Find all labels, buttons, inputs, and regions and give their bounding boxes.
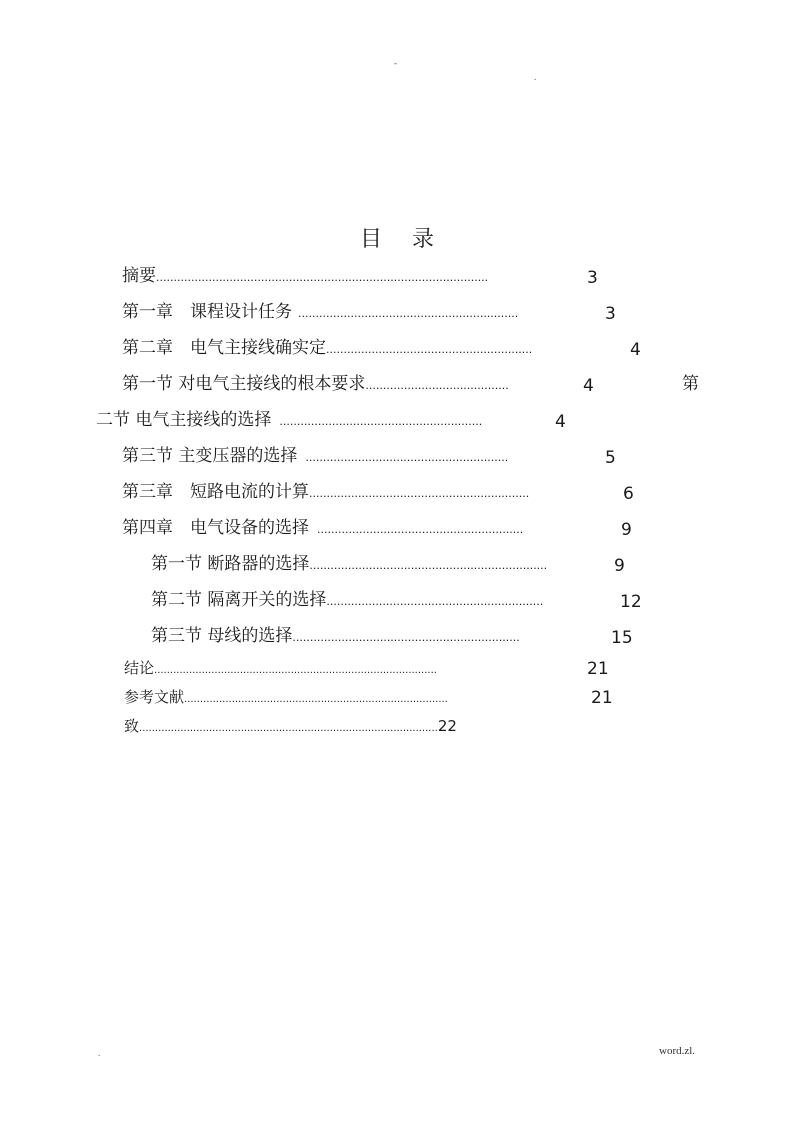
toc-page-ch4s1: 9 bbox=[614, 556, 625, 576]
toc-entry-ch2s1[interactable] bbox=[122, 373, 509, 397]
toc-label: 第三章 短路电流的计算 bbox=[122, 482, 309, 502]
toc-page-ch3: 6 bbox=[623, 484, 634, 504]
toc-label: 致 bbox=[124, 717, 140, 735]
toc-leader: ............................................................... bbox=[309, 487, 530, 500]
toc-page-ch2s1: 4 bbox=[583, 376, 594, 396]
toc-leader: ........................................................... bbox=[317, 523, 524, 536]
toc-label: 摘要 bbox=[122, 266, 156, 286]
toc-label: 二节 电气主接线的选择 bbox=[96, 410, 272, 430]
toc-wrap-head: 第 bbox=[682, 374, 699, 394]
toc-label: 第三节 母线的选择 bbox=[151, 626, 293, 646]
page-title bbox=[0, 222, 794, 253]
footer-watermark: word.zl. bbox=[659, 1045, 696, 1057]
toc-entry-ch3[interactable] bbox=[122, 481, 529, 505]
toc-leader: .............................................................. bbox=[326, 595, 544, 608]
toc-label: 第二章 电气主接线确实定 bbox=[122, 338, 326, 358]
toc-entry-conclusion[interactable] bbox=[124, 657, 437, 682]
footer-mark-left: . bbox=[98, 1048, 101, 1058]
toc-leader: ................................................................. bbox=[292, 631, 520, 644]
toc-label: 结论 bbox=[124, 659, 155, 677]
toc-entry-ch2[interactable] bbox=[122, 337, 532, 361]
toc-leader: .................................................................... bbox=[309, 559, 548, 572]
title-char-1: 目 bbox=[359, 227, 382, 252]
toc-page-ch4: 9 bbox=[621, 520, 632, 540]
toc-page-ch2s3: 5 bbox=[605, 448, 616, 468]
toc-page-thanks: 22 bbox=[437, 717, 457, 735]
toc-label: 第一节 断路器的选择 bbox=[151, 554, 310, 574]
toc-leader: .......................................................... bbox=[279, 415, 483, 428]
toc-page-ch1: 3 bbox=[605, 304, 616, 324]
toc-entry-ch2s2[interactable] bbox=[96, 409, 482, 433]
toc-entry-ch4s2[interactable] bbox=[151, 589, 543, 613]
toc-page-ch2: 4 bbox=[630, 340, 641, 360]
toc-entry-references[interactable] bbox=[124, 686, 448, 711]
title-char-2: 录 bbox=[412, 227, 435, 252]
toc-entry-ch4[interactable] bbox=[122, 517, 523, 541]
toc-leader: ............................................................................................... bbox=[156, 271, 489, 284]
header-mark-right: . bbox=[534, 72, 537, 82]
toc-entry-abstract[interactable] bbox=[122, 265, 488, 289]
toc-label: 参考文献 bbox=[124, 688, 185, 706]
toc-label: 第一节 对电气主接线的根本要求 bbox=[122, 374, 366, 394]
header-mark-left: - bbox=[394, 58, 397, 68]
toc-page-conclusion: 21 bbox=[587, 659, 609, 679]
toc-page-ch2s2: 4 bbox=[555, 412, 566, 432]
toc-page-ch4s2: 12 bbox=[620, 592, 642, 612]
toc-page-abstract: 3 bbox=[587, 268, 598, 288]
toc-label: 第二节 隔离开关的选择 bbox=[151, 590, 327, 610]
toc-leader: ......................................................................................... bbox=[154, 665, 437, 676]
toc-leader: .............................................................................................. bbox=[139, 723, 438, 734]
toc-leader: .......................................................... bbox=[305, 451, 509, 464]
toc-leader: ............................................................... bbox=[298, 307, 519, 320]
toc-label: 第四章 电气设备的选择 bbox=[122, 518, 309, 538]
toc-label: 第一章 课程设计任务 bbox=[122, 302, 292, 322]
toc-leader: ........................................................... bbox=[326, 343, 533, 356]
toc-leader: ................................................................................... bbox=[184, 694, 448, 705]
toc-label: 第三节 主变压器的选择 bbox=[122, 446, 298, 466]
toc-page-references: 21 bbox=[591, 688, 613, 708]
toc-entry-ch4s1[interactable] bbox=[151, 553, 547, 577]
toc-entry-ch2s3[interactable] bbox=[122, 445, 508, 469]
toc-entry-thanks[interactable] bbox=[124, 715, 457, 740]
toc-leader: ......................................... bbox=[365, 379, 509, 392]
toc-entry-ch1[interactable] bbox=[122, 301, 518, 325]
toc-page-ch4s3: 15 bbox=[611, 628, 633, 648]
toc-entry-ch4s3[interactable] bbox=[151, 625, 520, 649]
